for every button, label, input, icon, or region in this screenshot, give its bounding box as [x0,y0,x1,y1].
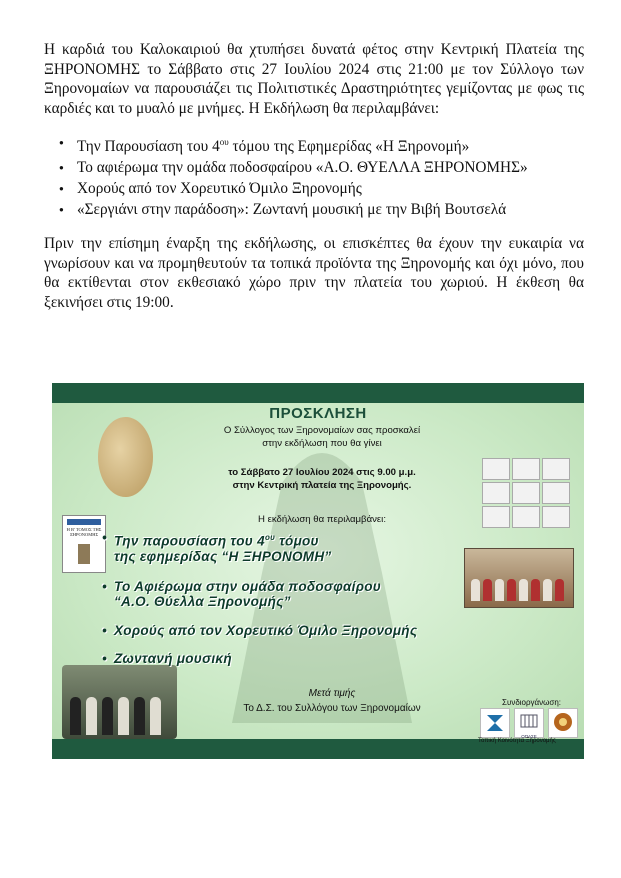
list-item [44,199,604,220]
list-item-text: Χορούς από τον Χορευτικό Όμιλο Ξηρονομής [77,180,362,198]
list-item [44,157,604,178]
ancient-coin-image [98,417,153,497]
poster-item [102,530,332,564]
bullet-icon: • [102,579,108,594]
opase-building-icon [515,709,543,729]
poster-item-line: Το Αφιέρωμα στην ομάδα ποδοσφαίρου [114,579,382,594]
community-logo-icon [481,709,509,737]
invitation-line: Ο Σύλλογος των Ξηρονομαίων σας προσκαλεί [223,425,421,436]
poster-item-text: τόμου [275,533,319,549]
poster-title: ΠΡΟΣΚΛΗΣΗ [269,405,367,422]
newspaper-pages-collage [482,458,570,526]
municipality-logo [548,708,578,738]
poster-item-line: Ζωντανή μουσική [114,651,232,666]
poster-item-line [114,530,331,549]
opase-logo [514,708,544,738]
dancers-photo [62,665,177,739]
newspaper-volume-cover [62,515,106,573]
community-logo [480,708,510,738]
co-organizer-caption: Τοπική Κοινότητα Ξηρονομής [478,738,556,744]
poster-item [102,623,418,638]
poster-item-line: “Α.Ο. Θύελλα Ξηρονομής” [114,594,291,609]
poster-item-text: Την παρουσίαση του 4 [114,533,265,549]
list-item-text: Την Παρουσίαση του 4 [77,138,220,156]
book-cover-title: Η Β' ΤΟΜΟΣ ΤΗΣ ΞΗΡΟΝΟΜΗΣ [66,527,102,537]
date-line: το Σάββατο 27 Ιουλίου 2024 στις 9.00 μ.μ. [228,467,416,478]
list-item-text: τόμου της Εφημερίδας «Η Ξηρονομή» [228,138,470,156]
event-list [44,132,604,220]
bullet-icon: • [102,623,108,638]
book-cover-header [67,519,101,525]
invitation-includes: Η εκδήλωση θα περιλαμβάνει: [258,514,386,525]
intro-paragraph: Η καρδιά του Καλοκαιριού θα χτυπήσει δυνατά φέτος στην Κεντρική Πλατεία της ΞΗΡΟΝΟΜΗΣ το Σάββατο στις 27 Ιουλίου 2024 στις 21:00 με τον Σύλλογο των Ξηρονομαίων να παρουσιάζει τις Πολιτιστικές Δραστηριότητες γεμίζοντας με φως τις καρδιές και το μυαλό με μνήμες. Η Εκδήλωση θα περιλαμβάνει: [44,41,584,117]
pre-event-paragraph: Πριν την επίσημη έναρξη της εκδήλωσης, οι επισκέπτες θα έχουν την ευκαιρία να γνωρίσουν και να προμηθευτούν τα τοπικά προϊόντα της Ξηρονομής και όχι μόνο, που θα εκτίθενται στον εκθεσιακό χώρο πριν την πλατεία του χωριού. Η έκθεση θα ξεκινήσει στις 19:00. [44,235,584,311]
opase-logo-text: ΟΠΑΣΕ [521,734,537,739]
poster-item [102,579,382,609]
municipality-emblem-icon [549,709,577,737]
bullet-icon: • [102,651,108,666]
book-cover-figure [78,544,90,564]
poster-item-line: της εφημερίδας “Η ΞΗΡΟΝΟΜΗ” [114,548,332,564]
list-item-text: Το αφιέρωμα την ομάδα ποδοσφαίρου «Α.Ο. ΘΥΕΛΛΑ ΞΗΡΟΝΟΜΗΣ» [77,159,528,177]
football-team-photo [464,548,574,608]
ordinal-suffix: ου [219,137,229,147]
co-organizer-label: Συνδιοργάνωση: [502,698,562,707]
bullet-icon: • [102,530,108,545]
place-line: στην Κεντρική πλατεία της Ξηρονομής. [232,479,412,491]
poster-item-line: Χορούς από τον Χορευτικό Όμιλο Ξηρονομής [114,623,418,638]
list-item [44,178,604,199]
closing-greeting: Μετά τιμής [308,688,356,699]
list-item-text: «Σεργιάνι στην παράδοση»: Ζωντανή μουσική με την Βιβή Βουτσελά [77,201,507,219]
poster-top-band [52,383,584,403]
invitation-date [172,467,472,492]
closing-signature: Το Δ.Σ. του Συλλόγου των Ξηρονομαίων [243,703,421,714]
invitation-poster [52,383,584,759]
poster-item [102,651,232,666]
invitation-intro [172,425,472,450]
ordinal-suffix: ου [264,533,276,542]
invitation-line: στην εκδήλωση που θα γίνει [262,437,382,449]
list-item [44,132,604,157]
